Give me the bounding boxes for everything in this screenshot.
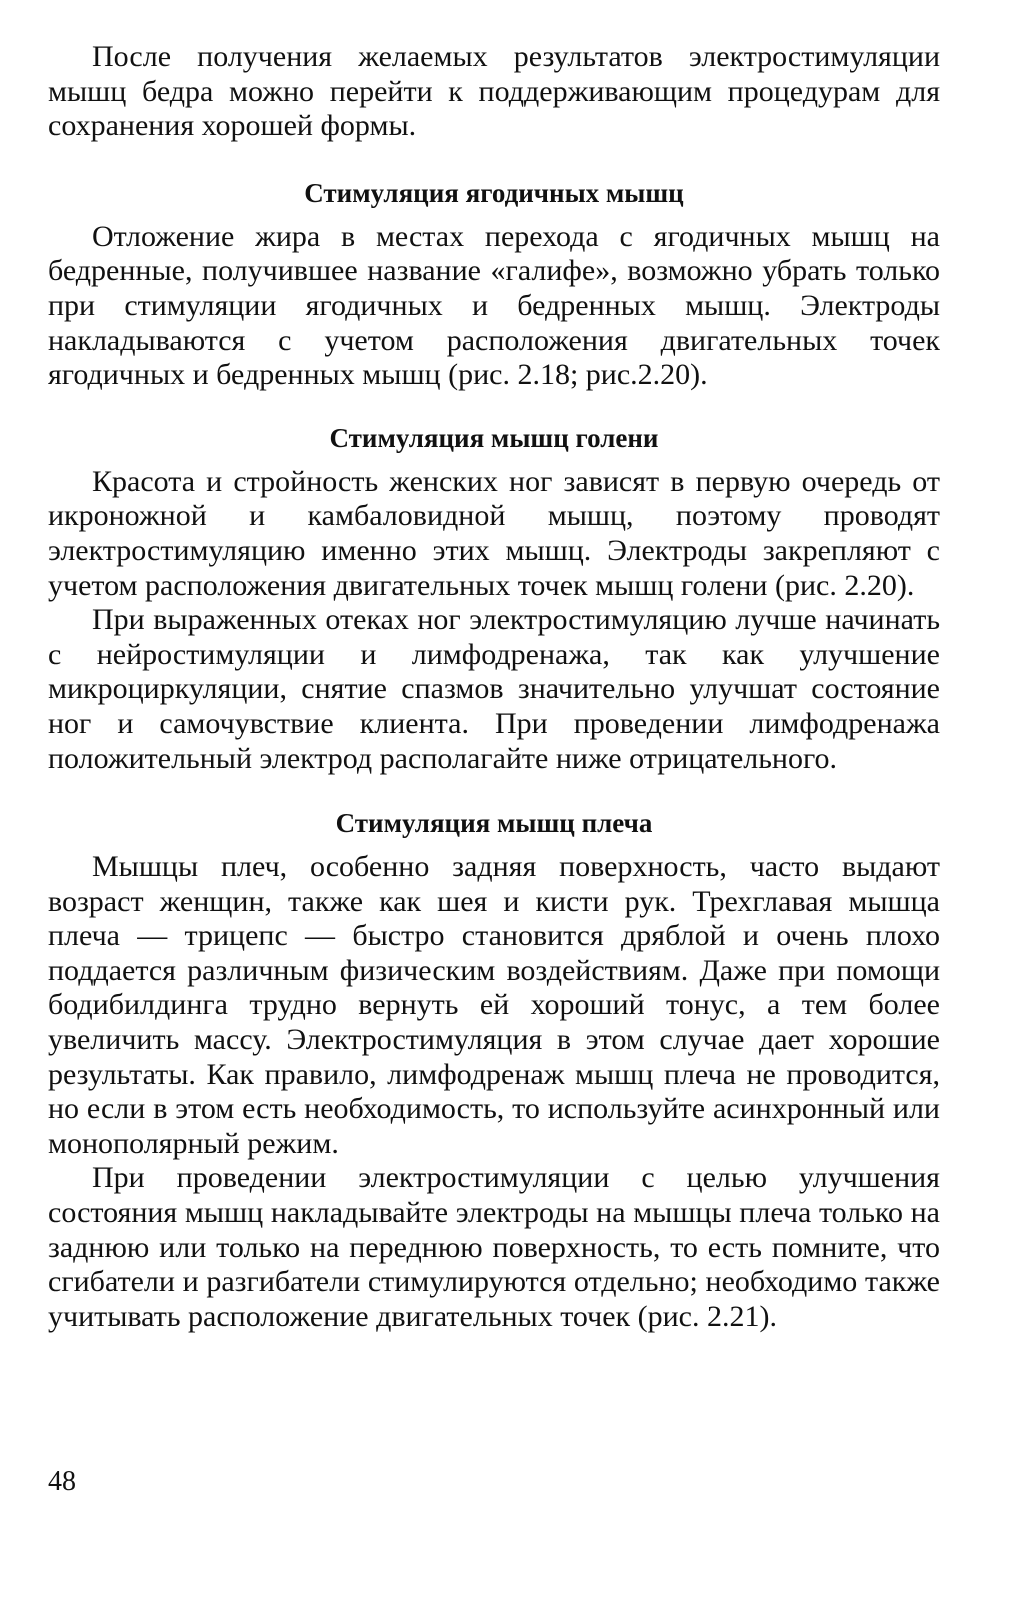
- paragraph-shin-1: Красота и стройность женских ног зависят в первую очередь от икроножной и камбаловидной мышц, поэтому проводят электростимуляцию именно этих мышц. Электроды закрепляют с учетом расположения двигательных точек мышц голени (рис. 2.20).: [48, 464, 940, 602]
- page-number: 48: [48, 1466, 76, 1497]
- heading-gluteal-stimulation: Стимуляция ягодичных мышц: [304, 177, 684, 208]
- heading-shin-stimulation: Стимуляция мышц голени: [329, 422, 659, 453]
- paragraph-shoulder-2: При проведении электростимуляции с целью улучшения состояния мышц накладывайте электроды на мышцы плеча только на заднюю или только на переднюю поверхность, то есть помните, что сгибатели и разгибатели стимулируются отдельно; необходимо также учитывать расположение двигательных точек (рис. 2.21).: [48, 1161, 940, 1333]
- heading-shoulder-stimulation: Стимуляция мышц плеча: [335, 808, 653, 839]
- paragraph-intro: После получения желаемых результатов электростимуляции мышц бедра можно перейти к поддерживающим процедурам для сохранения хорошей формы.: [48, 40, 940, 143]
- paragraph-shin-2: При выраженных отеках ног электростимуляцию лучше начинать с нейростимуляции и лимфодренажа, так как улучшение микроциркуляции, снятие спазмов значительно улучшат состояние ног и самочувствие клиента. При проведении лимфодренажа положительный электрод располагайте ниже отрицательного.: [48, 603, 940, 775]
- page-body: [48, 28, 940, 1334]
- paragraph-gluteal: Отложение жира в местах перехода с ягодичных мышц на бедренные, получившее название «галифе», возможно убрать только при стимуляции ягодичных и бедренных мышц. Электроды накладываются с учетом расположения двигательных точек ягодичных и бедренных мышц (рис. 2.18; рис.2.20).: [48, 219, 940, 392]
- paragraph-shoulder-1: Мышцы плеч, особенно задняя поверхность, часто выдают возраст женщин, также как шея и кисти рук. Трехглавая мышца плеча — трицепс — быстро становится дряблой и очень плохо поддается различным физическим воздействиям. Даже при помощи бодибилдинга трудно вернуть ей хороший тонус, а тем более увеличить массу. Электростимуляция в этом случае дает хорошие результаты. Как правило, лимфодренаж мышц плеча не проводится, но если в этом есть необходимость, то используйте асинхронный или монополярный режим.: [48, 850, 940, 1160]
